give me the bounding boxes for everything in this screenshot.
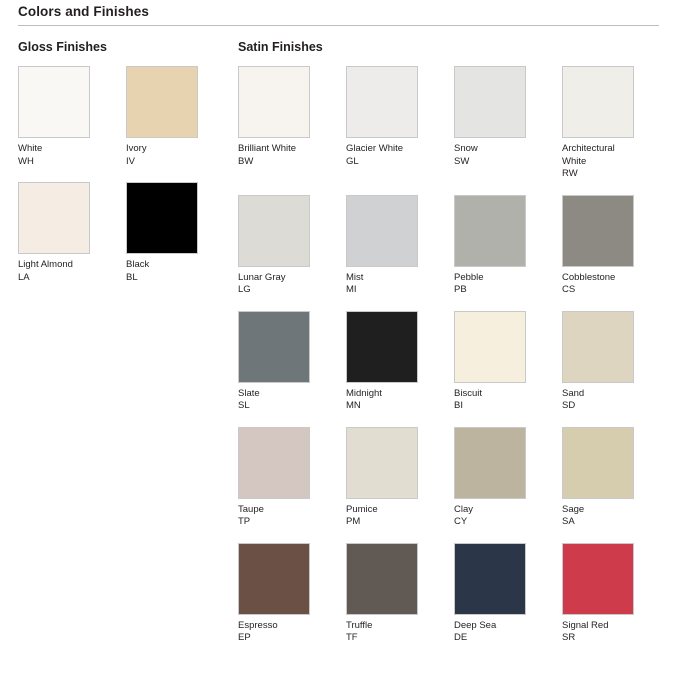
swatch-code: BW [238, 155, 254, 167]
swatch-item[interactable] [18, 66, 126, 168]
swatch-labels [454, 267, 526, 297]
color-swatch-chip [126, 182, 198, 254]
swatch-labels [238, 615, 310, 645]
swatch-labels [238, 499, 310, 529]
swatch-item[interactable] [454, 66, 526, 181]
swatch-labels [346, 615, 418, 645]
swatch-labels [562, 615, 634, 645]
swatch-item[interactable] [454, 543, 526, 645]
swatch-code: TF [346, 632, 358, 643]
swatch-item[interactable] [562, 66, 634, 181]
satin-section-title: Satin Finishes [238, 40, 323, 54]
color-swatch-chip [346, 66, 418, 138]
swatch-code: GL [346, 155, 359, 167]
swatch-name: Mist [346, 271, 364, 283]
swatch-name: Ivory [126, 143, 147, 154]
color-swatch-chip [562, 311, 634, 383]
swatch-code: SW [454, 155, 470, 167]
color-swatch-chip [238, 195, 310, 267]
swatch-name: Biscuit [454, 387, 482, 399]
swatch-item[interactable] [238, 543, 310, 645]
swatch-name: Brilliant White [238, 143, 297, 154]
swatch-code: CY [454, 516, 468, 527]
color-swatch-chip [346, 543, 418, 615]
color-swatch-chip [238, 427, 310, 499]
finishes-columns [0, 26, 677, 659]
swatch-labels [238, 383, 310, 413]
swatch-name: Black [126, 259, 150, 270]
swatch-name: Deep Sea [454, 619, 497, 631]
swatch-code: PM [346, 516, 361, 527]
swatch-item[interactable] [346, 66, 418, 181]
swatch-name: Clay [454, 503, 474, 515]
swatch-labels [18, 254, 126, 284]
color-swatch-chip [18, 182, 90, 254]
swatch-labels [562, 383, 634, 413]
swatch-item[interactable] [126, 66, 234, 168]
swatch-name: Espresso [238, 619, 278, 631]
satin-swatch-grid [238, 66, 677, 659]
color-swatch-chip [454, 543, 526, 615]
swatch-code: SR [562, 632, 576, 643]
color-swatch-chip [238, 543, 310, 615]
swatch-code: WH [18, 155, 34, 167]
swatch-code: DE [454, 632, 468, 643]
swatch-item[interactable] [126, 182, 234, 284]
color-swatch-chip [454, 195, 526, 267]
swatch-name: Sand [562, 387, 585, 399]
swatch-item[interactable] [238, 195, 310, 297]
swatch-labels [346, 383, 418, 413]
swatch-labels [238, 267, 310, 297]
color-swatch-chip [346, 311, 418, 383]
swatch-name: Sage [562, 503, 585, 515]
swatch-item[interactable] [346, 195, 418, 297]
swatch-name: Cobblestone [562, 271, 616, 283]
color-swatch-chip [562, 66, 634, 138]
color-swatch-chip [454, 66, 526, 138]
swatch-item[interactable] [562, 311, 634, 413]
color-swatch-chip [346, 427, 418, 499]
color-swatch-chip [454, 427, 526, 499]
satin-finishes-column [238, 40, 677, 659]
swatch-item[interactable] [346, 543, 418, 645]
swatch-labels [346, 499, 418, 529]
swatch-labels [562, 138, 634, 181]
swatch-item[interactable] [346, 311, 418, 413]
swatch-item[interactable] [562, 195, 634, 297]
color-swatch-chip [18, 66, 90, 138]
swatch-code: PB [454, 284, 467, 295]
swatch-name: Glacier White [346, 143, 404, 154]
swatch-item[interactable] [454, 195, 526, 297]
swatch-code: TP [238, 516, 251, 527]
swatch-code: MN [346, 400, 361, 411]
swatch-labels [454, 383, 526, 413]
swatch-name: Snow [454, 143, 478, 154]
swatch-code: CS [562, 284, 576, 295]
color-swatch-chip [454, 311, 526, 383]
swatch-item[interactable] [346, 427, 418, 529]
gloss-section-title: Gloss Finishes [18, 40, 107, 54]
swatch-labels [562, 267, 634, 297]
swatch-code: SA [562, 516, 575, 527]
swatch-item[interactable] [562, 543, 634, 645]
gloss-swatch-grid [18, 66, 238, 298]
color-swatch-chip [238, 311, 310, 383]
swatch-name: White [18, 143, 43, 154]
swatch-item[interactable] [562, 427, 634, 529]
swatch-name: Taupe [238, 503, 264, 515]
color-swatch-chip [238, 66, 310, 138]
color-swatch-chip [562, 543, 634, 615]
swatch-code: BI [454, 400, 463, 411]
swatch-name: Architectural White [562, 143, 615, 167]
gloss-finishes-column [0, 40, 238, 659]
page-title: Colors and Finishes [18, 4, 149, 19]
swatch-name: Lunar Gray [238, 271, 286, 283]
color-swatch-chip [562, 427, 634, 499]
swatch-labels [346, 138, 418, 168]
swatch-name: Pumice [346, 503, 378, 515]
swatch-code: SD [562, 400, 576, 411]
swatch-labels [126, 254, 234, 284]
swatch-item[interactable] [238, 311, 310, 413]
swatch-labels [238, 138, 310, 168]
swatch-labels [454, 138, 526, 168]
swatch-code: IV [126, 155, 135, 167]
color-swatch-chip [126, 66, 198, 138]
swatch-code: RW [562, 168, 578, 179]
color-swatch-chip [562, 195, 634, 267]
swatch-item[interactable] [454, 427, 526, 529]
swatch-item[interactable] [238, 66, 310, 181]
swatch-code: MI [346, 284, 357, 295]
swatch-code: SL [238, 400, 250, 411]
swatch-item[interactable] [454, 311, 526, 413]
swatch-labels [562, 499, 634, 529]
swatch-labels [454, 499, 526, 529]
swatch-name: Truffle [346, 619, 373, 631]
swatch-labels [346, 267, 418, 297]
swatch-name: Signal Red [562, 619, 609, 631]
swatch-name: Light Almond [18, 259, 73, 270]
swatch-item[interactable] [238, 427, 310, 529]
swatch-name: Pebble [454, 271, 484, 283]
swatch-item[interactable] [18, 182, 126, 284]
color-swatch-chip [346, 195, 418, 267]
swatch-code: BL [126, 271, 138, 283]
swatch-labels [18, 138, 126, 168]
swatch-code: LA [18, 271, 30, 283]
swatch-name: Midnight [346, 387, 382, 399]
swatch-labels [454, 615, 526, 645]
swatch-code: EP [238, 632, 251, 643]
swatch-name: Slate [238, 387, 260, 399]
swatch-labels [126, 138, 234, 168]
swatch-code: LG [238, 284, 251, 295]
